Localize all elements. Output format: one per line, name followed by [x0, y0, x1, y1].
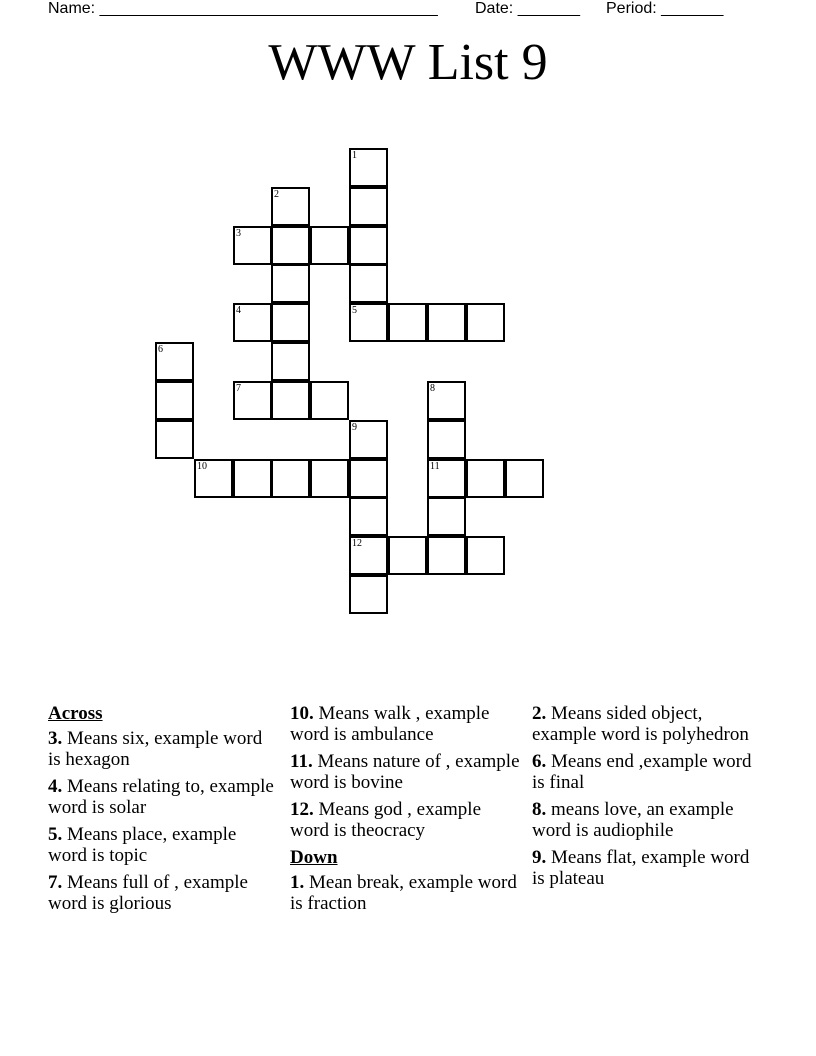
- crossword-cell[interactable]: [466, 459, 505, 498]
- clue-number-10: 10: [197, 461, 207, 472]
- crossword-cell[interactable]: [349, 575, 388, 614]
- crossword-cell[interactable]: [349, 497, 388, 536]
- clue-across-4: 4. Means relating to, example word is solar: [48, 776, 274, 818]
- clue-across-11: 11. Means nature of , example word is bovine: [290, 751, 520, 793]
- clue-down-8: 8. means love, an example word is audiophile: [532, 799, 734, 841]
- crossword-cell[interactable]: [271, 342, 310, 381]
- clue-number-4: 4: [236, 305, 241, 316]
- clues-column-1: [48, 703, 278, 920]
- crossword-cell[interactable]: [310, 459, 349, 498]
- crossword-cell[interactable]: [155, 381, 194, 420]
- crossword-cell[interactable]: [233, 459, 272, 498]
- clue-number-8: 8: [430, 383, 435, 394]
- crossword-cell[interactable]: [505, 459, 544, 498]
- crossword-cell[interactable]: [427, 497, 466, 536]
- crossword-cell[interactable]: [155, 342, 194, 381]
- crossword-cell[interactable]: [466, 536, 505, 575]
- clues-column-3: [532, 703, 762, 895]
- crossword-cell[interactable]: [155, 420, 194, 459]
- crossword-cell[interactable]: [233, 226, 272, 265]
- clue-across-10: 10. Means walk , example word is ambulance: [290, 703, 490, 745]
- crossword-cell[interactable]: [388, 536, 427, 575]
- clue-number-12: 12: [352, 538, 362, 549]
- clue-down-1: 1. Mean break, example word is fraction: [290, 872, 517, 914]
- page-title: WWW List 9: [268, 34, 548, 91]
- crossword-cell[interactable]: [310, 381, 349, 420]
- clue-number-2: 2: [274, 189, 279, 200]
- crossword-cell[interactable]: [349, 226, 388, 265]
- clue-across-7: 7. Means full of , example word is glorious: [48, 872, 248, 914]
- crossword-cell[interactable]: [310, 226, 349, 265]
- crossword-cell[interactable]: [427, 459, 466, 498]
- clue-across-12: 12. Means god , example word is theocracy: [290, 799, 482, 841]
- clue-across-5: 5. Means place, example word is topic: [48, 824, 237, 866]
- crossword-cell[interactable]: [194, 459, 233, 498]
- crossword-cell[interactable]: [427, 381, 466, 420]
- crossword-cell[interactable]: [427, 420, 466, 459]
- clue-number-3: 3: [236, 228, 241, 239]
- clue-down-9: 9. Means flat, example word is plateau: [532, 847, 750, 889]
- crossword-cell[interactable]: [388, 303, 427, 342]
- crossword-cell[interactable]: [349, 148, 388, 187]
- clue-number-7: 7: [236, 383, 241, 394]
- crossword-cell[interactable]: [233, 303, 272, 342]
- clue-number-9: 9: [352, 422, 357, 433]
- clues-column-2: [290, 703, 520, 920]
- crossword-cell[interactable]: [349, 536, 388, 575]
- crossword-cell[interactable]: [349, 459, 388, 498]
- clue-down-2: 2. Means sided object, example word is polyhedron: [532, 703, 749, 745]
- crossword-cell[interactable]: [349, 303, 388, 342]
- crossword-cell[interactable]: [271, 264, 310, 303]
- down-heading: Down: [290, 847, 338, 868]
- clue-number-1: 1: [352, 150, 357, 161]
- crossword-cell[interactable]: [233, 381, 272, 420]
- crossword-cell[interactable]: [349, 264, 388, 303]
- crossword-cell[interactable]: [271, 226, 310, 265]
- crossword-cell[interactable]: [271, 187, 310, 226]
- clue-down-6: 6. Means end ,example word is final: [532, 751, 752, 793]
- across-heading: Across: [48, 703, 103, 724]
- period-field: Period: _______: [606, 0, 724, 17]
- crossword-cell[interactable]: [349, 187, 388, 226]
- clue-number-5: 5: [352, 305, 357, 316]
- crossword-cell[interactable]: [271, 459, 310, 498]
- crossword-cell[interactable]: [427, 303, 466, 342]
- date-field: Date: _______: [475, 0, 580, 17]
- clue-number-6: 6: [158, 344, 163, 355]
- crossword-cell[interactable]: [466, 303, 505, 342]
- crossword-cell[interactable]: [271, 381, 310, 420]
- clue-across-3: 3. Means six, example word is hexagon: [48, 728, 263, 770]
- crossword-cell[interactable]: [271, 303, 310, 342]
- crossword-cell[interactable]: [349, 420, 388, 459]
- crossword-cell[interactable]: [427, 536, 466, 575]
- name-field: Name: ______________________________________: [48, 0, 438, 17]
- clue-number-11: 11: [430, 461, 440, 472]
